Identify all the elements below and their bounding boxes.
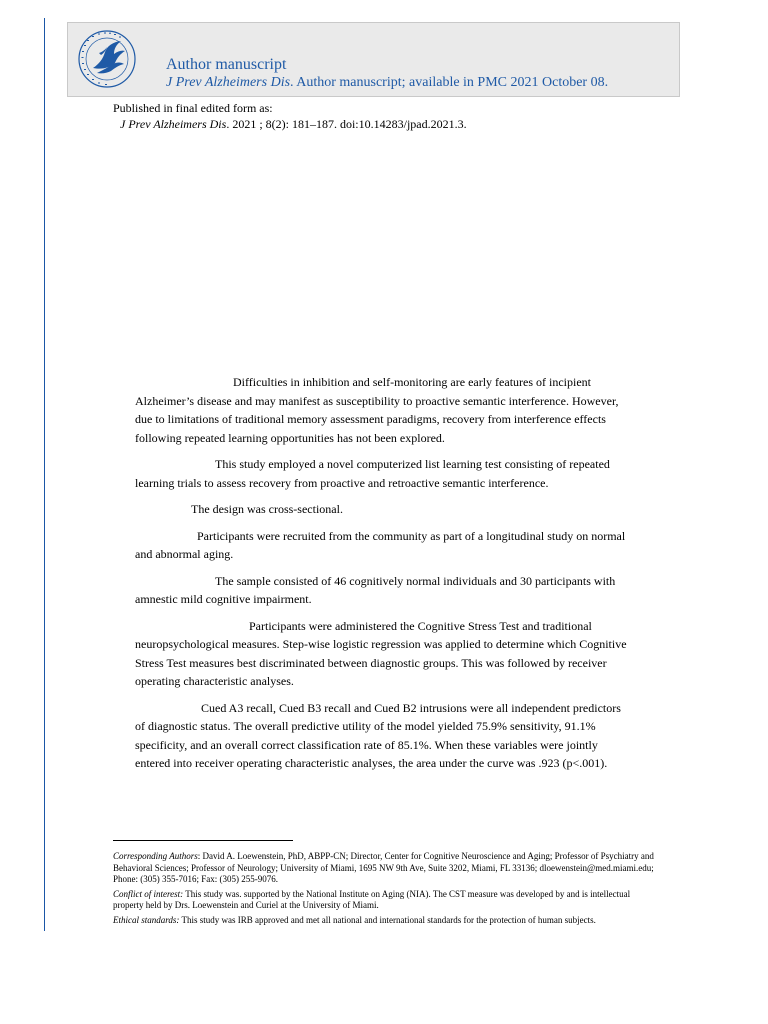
- author-manuscript-title: Author manuscript: [166, 56, 287, 73]
- availability-line: [166, 75, 608, 91]
- abstract-objective: This study employed a novel computerized list learning test consisting of repeated learning trials to assess recovery from proactive and retroactive semantic interference.: [135, 457, 610, 490]
- availability-text: . Author manuscript; available in PMC 2021 October 08.: [290, 75, 609, 90]
- footnote-divider: [113, 840, 293, 841]
- abstract-results: Cued A3 recall, Cued B3 recall and Cued B2 intrusions were all independent predictors of diagnostic status. The overall predictive utility of the model yielded 75.9% sensitivity, 91.1% specificity, and an overall correct classification rate of 85.1%. When these variables were jointly entered into receiver operating characteristic analyses, the area under the curve was .923 (p<.001).: [135, 700, 621, 770]
- margin-rule: [44, 18, 45, 931]
- footnote-corresponding: Corresponding Authors: David A. Loewenstein, PhD, ABPP-CN; Director, Center for Cognitive Neuroscience and Aging; Professor of Psychiatry and Behavioral Sciences; Professor of Neurology; University of Miami, 1695 NW 9th Ave, Suite 3202, Miami, FL 33136; dloewenstein@med.miami.edu; Phone: (305) 355-7016; Fax: (305) 255-9076.: [113, 851, 654, 884]
- footnote-ethics: Ethical standards: This study was IRB approved and met all national and international standards for the protection of human subjects.: [113, 914, 596, 925]
- abstract-participants: The sample consisted of 46 cognitively normal individuals and 30 participants with amnestic mild cognitive impairment.: [135, 573, 616, 606]
- published-label: Published in final edited form as:: [113, 101, 273, 115]
- citation-journal: J Prev Alzheimers Dis: [120, 117, 227, 131]
- footnote-conflict: Conflict of interest: This study was. supported by the National Institute on Aging (NIA). The CST measure was developed by and is intellectual property held by Drs. Loewenstein and Curiel at the University of Miami.: [113, 888, 631, 910]
- abstract-background: Difficulties in inhibition and self-monitoring are early features of incipient Alzheimer’s disease and may manifest as susceptibility to proactive semantic interference. However, due to limitations of traditional memory assessment paradigms, recovery from interference effects following repeated learning opportunities has not been explored.: [135, 375, 619, 445]
- abstract-design: The design was cross-sectional.: [191, 502, 343, 516]
- abstract-setting: Participants were recruited from the community as part of a longitudinal study on normal and abnormal aging.: [135, 528, 626, 561]
- hhs-eagle-seal-icon: [77, 29, 137, 89]
- abstract-measurements: Participants were administered the Cognitive Stress Test and traditional neuropsychological measures. Step-wise logistic regression was applied to determine which Cognitive Stress Test measures best discriminated between diagnostic groups. This was followed by receiver operating characteristic analyses.: [135, 618, 627, 688]
- journal-abbrev: J Prev Alzheimers Dis: [166, 75, 291, 90]
- citation-details: . 2021 ; 8(2): 181–187. doi:10.14283/jpad.2021.3.: [226, 117, 467, 131]
- citation: [120, 117, 467, 132]
- author-manuscript-banner: [67, 22, 680, 97]
- footnotes: [113, 851, 658, 929]
- abstract: [135, 373, 630, 781]
